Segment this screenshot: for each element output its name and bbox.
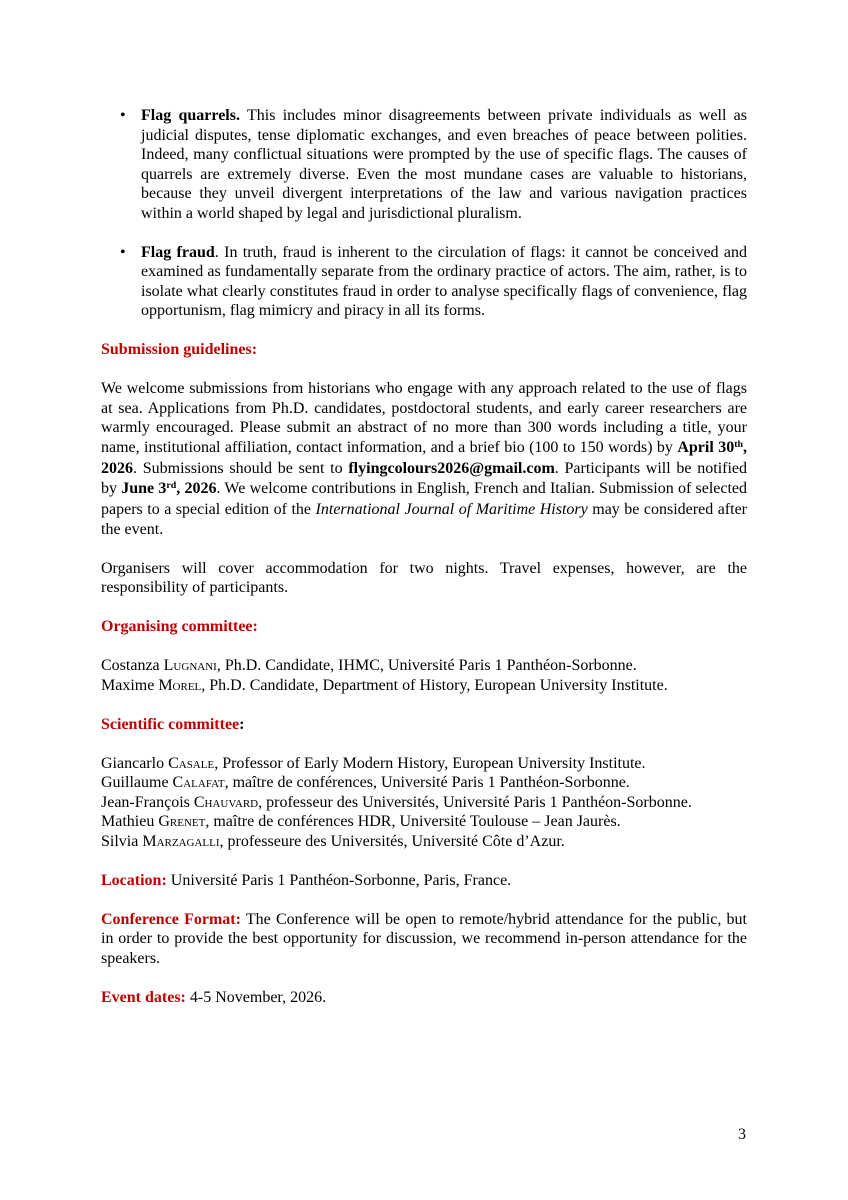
heading-colon: : (239, 715, 245, 733)
page-number: 3 (738, 1126, 746, 1143)
section-heading-scientific-committee (101, 715, 747, 735)
heading-text: Scientific committee (101, 715, 240, 733)
member-given-name: Giancarlo (101, 754, 169, 772)
location-label: Location: (101, 871, 167, 889)
list-item (101, 812, 747, 832)
member-surname: Grenet (158, 813, 206, 830)
location-text: Université Paris 1 Panthéon-Sorbonne, Paris, France. (166, 871, 512, 889)
bullet-list (101, 106, 747, 321)
section-heading-submission-guidelines: Submission guidelines: (101, 341, 258, 358)
scientific-members-list (101, 754, 747, 852)
journal-title: International Journal of Maritime History (315, 501, 588, 518)
ordinal-suffix: th (734, 439, 744, 451)
deadline-date: April 30 (677, 438, 735, 456)
paragraph-text: . Submissions should be sent to (133, 460, 349, 477)
submission-email: flyingcolours2026@gmail.com (348, 460, 555, 477)
member-given-name: Maxime (101, 676, 159, 694)
member-affiliation: , maître de conférences, Université Paris 1 Panthéon-Sorbonne. (224, 774, 630, 791)
notification-date: June 3 (121, 479, 167, 497)
event-dates-label: Event dates: (101, 988, 186, 1006)
paragraph-text: may be considered after the event. (101, 501, 748, 538)
member-affiliation: , Ph.D. Candidate, IHMC, Université Paris 1 Panthéon-Sorbonne. (216, 657, 637, 674)
bullet-text: This includes minor disagreements between private individuals as well as judicial disputes, tense diplomatic exchanges, and even breaches of peace between polities. Indeed, many conflictual situations were prompted by the use of specific flags. The causes of quarrels are extremely diverse. Even the most mundane cases are valuable to historians, because they unveil divergent interpretations of the law and various navigation practices within a world shaped by legal and jurisdictional pluralism. (141, 107, 747, 222)
paragraph-text: . We welcome contributions in English, French and Italian. Submission of selected papers to a special edition of the (101, 479, 748, 518)
member-affiliation: , Professor of Early Modern History, European University Institute. (214, 754, 646, 772)
list-item (101, 832, 747, 852)
paragraph-text: We welcome submissions from historians who engage with any approach related to the use of flags at sea. Applications from Ph.D. candidates, postdoctoral students, and early career researchers are warmly encouraged. Please submit an abstract of no more than 300 words including a title, your name, institutional affiliation, contact information, and a brief bio (100 to 150 words) by (101, 380, 747, 456)
member-affiliation: , professeure des Universités, Université Côte d’Azur. (219, 832, 565, 850)
notification-year: , 2026 (176, 479, 217, 497)
member-surname: Morel (158, 676, 202, 694)
bullet-lead: Flag quarrels. (141, 107, 240, 124)
document-body (101, 106, 747, 1027)
bullet-text: . In truth, fraud is inherent to the circulation of flags: it cannot be conceived and examined as fundamentally separate from the ordinary practice of actors. The aim, rather, is to isolate what clearly constitutes fraud in order to analyse specifically flags of convenience, flag opportunism, flag mimicry and piracy in all its forms. (141, 243, 747, 319)
conference-format-label: Conference Format: (101, 910, 241, 928)
member-surname: Chauvard (193, 793, 259, 811)
ordinal-suffix: rd (166, 480, 177, 492)
logistics-paragraph: Organisers will cover accommodation for two nights. Travel expenses, however, are the responsibility of participants. (101, 559, 747, 596)
member-affiliation: , Ph.D. Candidate, Department of History, European University Institute. (201, 676, 668, 694)
member-surname: Calafat (172, 774, 225, 791)
deadline-year: , 2026 (101, 438, 748, 477)
submission-paragraph (101, 379, 747, 539)
bullet-icon: • (120, 243, 126, 261)
member-surname: Casale (168, 754, 215, 772)
bullet-icon: • (120, 107, 126, 124)
location-line (101, 871, 747, 891)
organising-members-list (101, 656, 747, 695)
member-given-name: Silvia (101, 832, 143, 850)
bullet-item-flag-quarrels (101, 106, 747, 223)
conference-format-text: The Conference will be open to remote/hybrid attendance for the public, but in order to provide the best opportunity for discussion, we recommend in-person attendance for the speakers. (101, 910, 747, 967)
list-item (101, 793, 747, 813)
list-item (101, 656, 747, 676)
member-given-name: Costanza (101, 657, 164, 674)
member-given-name: Jean-François (101, 793, 194, 811)
conference-format-paragraph (101, 910, 747, 969)
list-item (101, 773, 747, 793)
member-affiliation: , maître de conférences HDR, Université Toulouse – Jean Jaurès. (205, 813, 621, 830)
paragraph-text: . Participants will be notified by (101, 460, 748, 497)
list-item (101, 676, 747, 696)
member-given-name: Guillaume (101, 774, 173, 791)
member-surname: Lugnani (163, 657, 217, 674)
bullet-lead: Flag fraud (141, 243, 215, 261)
bullet-item-flag-fraud (101, 243, 747, 321)
member-surname: Marzagalli (142, 832, 220, 850)
event-dates-text: 4-5 November, 2026. (185, 988, 327, 1006)
event-dates-line (101, 988, 747, 1008)
member-given-name: Mathieu (101, 813, 159, 830)
member-affiliation: , professeur des Universités, Université Paris 1 Panthéon-Sorbonne. (258, 793, 692, 811)
list-item (101, 754, 747, 774)
section-heading-organising-committee: Organising committee: (101, 618, 258, 635)
